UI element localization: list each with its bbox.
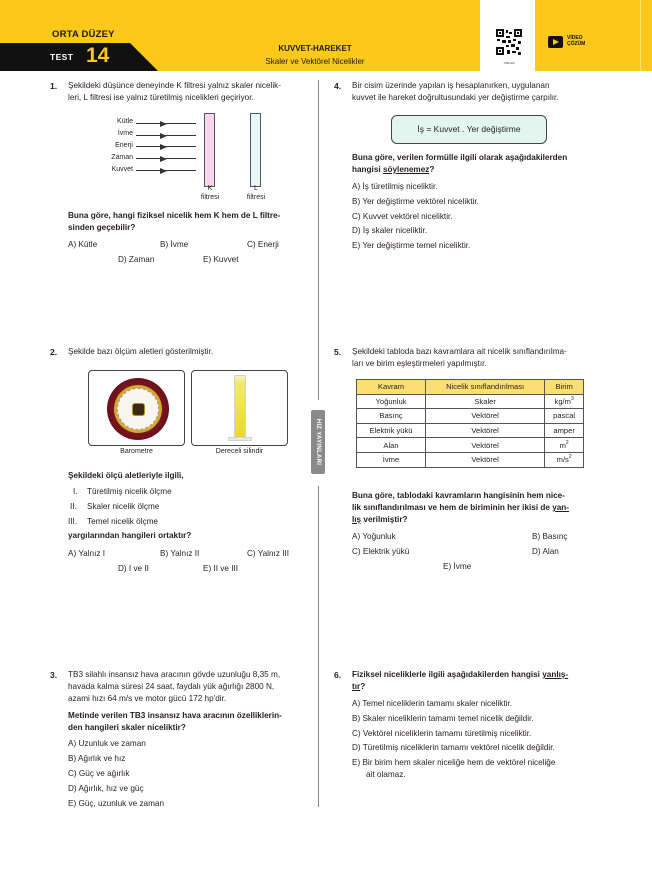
difficulty-level: ORTA DÜZEY [52, 29, 115, 40]
unit-exponent: 2 [565, 439, 569, 446]
table-cell: Vektörel [425, 438, 544, 453]
option-e[interactable]: E) Yer değiştirme temel niceliktir. [352, 241, 471, 250]
statement-roman: II. [70, 502, 77, 511]
question-text: TB3 silahlı insansız hava aracının gövde uzunluğu 8,35 m, [68, 670, 281, 679]
option-d[interactable]: D) Alan [532, 547, 559, 556]
table-cell: Yoğunluk [357, 394, 426, 409]
column-header: Kavram [357, 380, 426, 395]
table-row [357, 394, 584, 409]
prompt-emphasis: lış [352, 515, 362, 524]
option-a[interactable]: A) Temel niceliklerin tamamı skaler niceliktir. [352, 699, 513, 708]
topic-title: KUVVET-HAREKET [278, 44, 352, 53]
statement-text: Skaler nicelik ölçme [87, 502, 160, 511]
table-cell: İvme [357, 452, 426, 467]
prompt-emphasis: söylenemez [382, 165, 430, 174]
question-prompt [352, 164, 434, 176]
table-cell: Skaler [425, 394, 544, 409]
question-number: 4. [334, 81, 342, 91]
question-prompt: Buna göre, verilen formülle ilgili olarak aşağıdakilerden [352, 153, 568, 162]
table-cell [545, 438, 584, 453]
filter-k [204, 113, 215, 187]
table-header-row [357, 380, 584, 395]
unit-exponent: 2 [568, 454, 572, 461]
option-c[interactable]: C) Yalnız III [247, 549, 290, 558]
table-cell [545, 452, 584, 467]
option-a[interactable]: A) Uzunluk ve zaman [68, 739, 146, 748]
formula-box: İş = Kuvvet . Yer değiştirme [391, 115, 547, 144]
arrow-icon [136, 170, 196, 171]
option-a[interactable]: A) Yalnız I [68, 549, 106, 558]
prompt-emphasis: yan- [552, 503, 570, 512]
prompt-text: lik sınıflandırılması ve hem de biriminin her ikisi de [352, 503, 553, 512]
table-cell: Elektrik yükü [357, 423, 426, 438]
prompt-text: hangisi [352, 165, 383, 174]
option-e[interactable]: E) İvme [443, 562, 472, 571]
test-number: 14 [86, 44, 110, 67]
test-label: TEST [50, 52, 74, 62]
question-prompt: den hangileri skaler niceliktir? [68, 723, 186, 732]
image-caption: Barometre [120, 448, 153, 455]
option-c[interactable]: C) Enerji [247, 240, 279, 249]
question-text: Şekilde bazı ölçüm aletleri gösterilmiştir. [68, 347, 214, 356]
publisher-name: HIZ YAYINLARI [315, 418, 321, 466]
option-b[interactable]: B) Ağırlık ve hız [68, 754, 126, 763]
graduated-cylinder-image [191, 370, 288, 446]
question-prompt: Buna göre, hangi fiziksel nicelik hem K hem de L filtre- [68, 211, 281, 220]
unit: kg/m [554, 396, 571, 406]
option-c[interactable]: C) Elektrik yükü [352, 547, 410, 556]
question-number: 3. [50, 670, 58, 680]
unit: m [559, 440, 566, 450]
option-c[interactable]: C) Vektörel niceliklerin tamamı türetilmiş niceliktir. [352, 729, 532, 738]
publisher-side-tag [311, 410, 325, 474]
arrow-icon [136, 146, 196, 147]
video-label-line2: ÇÖZÜM [567, 41, 586, 47]
option-e[interactable]: E) Bir birim hem skaler niceliğe hem de vektörel niceliğe [352, 758, 556, 767]
ray-label: Enerji [115, 142, 133, 149]
question-text: ları ve birim eşleştirmeleri yapılmıştır. [352, 359, 487, 368]
option-e[interactable]: E) Kuvvet [203, 255, 239, 264]
question-prompt: Metinde verilen TB3 insansız hava aracının özelliklerin- [68, 711, 282, 720]
video-solution-label[interactable] [567, 35, 585, 47]
option-d[interactable]: D) I ve II [118, 564, 149, 573]
option-a[interactable]: A) Kütle [68, 240, 98, 249]
arrow-icon [136, 135, 196, 136]
option-b[interactable]: B) İvme [160, 240, 189, 249]
ray-label: Kuvvet [111, 166, 133, 173]
question-number: 6. [334, 670, 342, 680]
table-cell: Vektörel [425, 423, 544, 438]
prompt-emphasis: tır [352, 682, 361, 691]
prompt-emphasis: yanlış- [542, 670, 569, 679]
option-e[interactable]: E) Güç, uzunluk ve zaman [68, 799, 165, 808]
option-b[interactable]: B) Yer değiştirme vektörel niceliktir. [352, 197, 479, 206]
option-b[interactable]: B) Skaler niceliklerin tamamı temel nicelik değildir. [352, 714, 534, 723]
option-c[interactable]: C) Kuvvet vektörel niceliktir. [352, 212, 453, 221]
question-prompt [352, 669, 568, 681]
ray-label: Zaman [111, 154, 133, 161]
option-d[interactable]: D) Türetilmiş niceliklerin tamamı vektörel nicelik değildir. [352, 743, 555, 752]
statement-text: Türetilmiş nicelik ölçme [87, 487, 172, 496]
table-cell: Basınç [357, 409, 426, 424]
question-number: 5. [334, 347, 342, 357]
question-text: havada kalma süresi 24 saat, faydalı yük ağırlığı 2800 N, [68, 682, 275, 691]
statement-text: Temel nicelik ölçme [87, 517, 158, 526]
qr-code-text: 7990-E0 [503, 61, 515, 65]
question-prompt: yargılarından hangileri ortaktır? [68, 531, 192, 540]
filter-k-letter: K [207, 185, 213, 192]
option-d[interactable]: D) İş skaler niceliktir. [352, 226, 428, 235]
statement-roman: III. [68, 517, 78, 526]
column-header: Birim [545, 380, 584, 395]
video-label-line1: VİDEO [567, 35, 583, 41]
page-header [0, 0, 652, 71]
option-e[interactable]: E) II ve III [203, 564, 239, 573]
arrow-icon [136, 123, 196, 124]
filter-l-letter: L [254, 185, 258, 192]
question-prompt [352, 502, 569, 514]
graduated-cylinder-icon [234, 375, 246, 438]
table-cell: Alan [357, 438, 426, 453]
question-prompt: sinden geçebilir? [68, 223, 136, 232]
table-row [357, 438, 584, 453]
question-text: leri, L filtresi ise yalnız türetilmiş nicelikleri geçiriyor. [68, 93, 254, 102]
option-d[interactable]: D) Ağırlık, hız ve güç [68, 784, 144, 793]
question-text: kuvvet ile hareket doğrultusundaki yer değiştirme çarpılır. [352, 93, 559, 102]
subtopic-title: Skaler ve Vektörel Nicelikler [265, 57, 365, 66]
table-cell: Vektörel [425, 452, 544, 467]
image-caption: Dereceli silindir [215, 448, 264, 455]
barometer-icon [107, 378, 169, 440]
table-row [357, 423, 584, 438]
barometer-image [88, 370, 185, 446]
column-header: Nicelik sınıflandırılması [425, 380, 544, 395]
unit-exponent: 3 [570, 395, 574, 402]
ray-label: Kütle [117, 118, 133, 125]
question-text: Bir cisim üzerinde yapılan iş hesaplanırken, uygulanan [352, 81, 550, 90]
prompt-text: Fiziksel niceliklerle ilgili aşağıdakilerden hangisi [352, 670, 543, 679]
cylinder-base [228, 437, 252, 441]
question-prompt: Buna göre, tablodaki kavramların hangisinin hem nice- [352, 491, 565, 500]
filter-l-word: filtresi [246, 194, 266, 201]
prompt-text: verilmiştir? [361, 515, 408, 524]
filter-l [250, 113, 261, 187]
table-row [357, 409, 584, 424]
video-play-icon[interactable] [548, 36, 563, 48]
statement-roman: I. [73, 487, 78, 496]
option-a[interactable]: A) İş türetilmiş niceliktir. [352, 182, 438, 191]
table-cell: amper [545, 423, 584, 438]
question-text: Şekildeki tabloda bazı kavramlara ait nicelik sınıflandırılma- [352, 347, 567, 356]
qr-code-icon[interactable] [496, 29, 522, 60]
question-number: 2. [50, 347, 58, 357]
ray-label: İvme [117, 130, 133, 137]
option-b[interactable]: B) Yalnız II [160, 549, 200, 558]
table-cell: Vektörel [425, 409, 544, 424]
prompt-text: ? [429, 165, 435, 174]
filter-l-caption [241, 184, 271, 202]
question-lead: Şekildeki ölçü aletleriyle ilgili, [68, 471, 184, 480]
option-b[interactable]: B) Basınç [532, 532, 568, 541]
prompt-text: ? [360, 682, 366, 691]
question-number: 1. [50, 81, 58, 91]
header-rule [640, 0, 641, 71]
test-band [0, 43, 158, 71]
filter-k-caption [195, 184, 225, 202]
arrow-icon [136, 158, 196, 159]
question-text: azami hızı 64 m/s ve motor gücü 172 hp'dir. [68, 694, 227, 703]
question-text: Şekildeki düşünce deneyinde K filtresi yalnız skaler nicelik- [68, 81, 281, 90]
table-cell: pascal [545, 409, 584, 424]
table-row [357, 452, 584, 467]
option-c[interactable]: C) Güç ve ağırlık [68, 769, 130, 778]
filter-k-word: filtresi [200, 194, 220, 201]
option-d[interactable]: D) Zaman [118, 255, 155, 264]
question-prompt [352, 681, 365, 693]
option-e-continued[interactable]: ait olamaz. [366, 770, 406, 779]
unit: m/s [556, 455, 569, 465]
table-cell [545, 394, 584, 409]
question-prompt [352, 514, 408, 526]
quantity-table [356, 379, 584, 468]
option-a[interactable]: A) Yoğunluk [352, 532, 396, 541]
